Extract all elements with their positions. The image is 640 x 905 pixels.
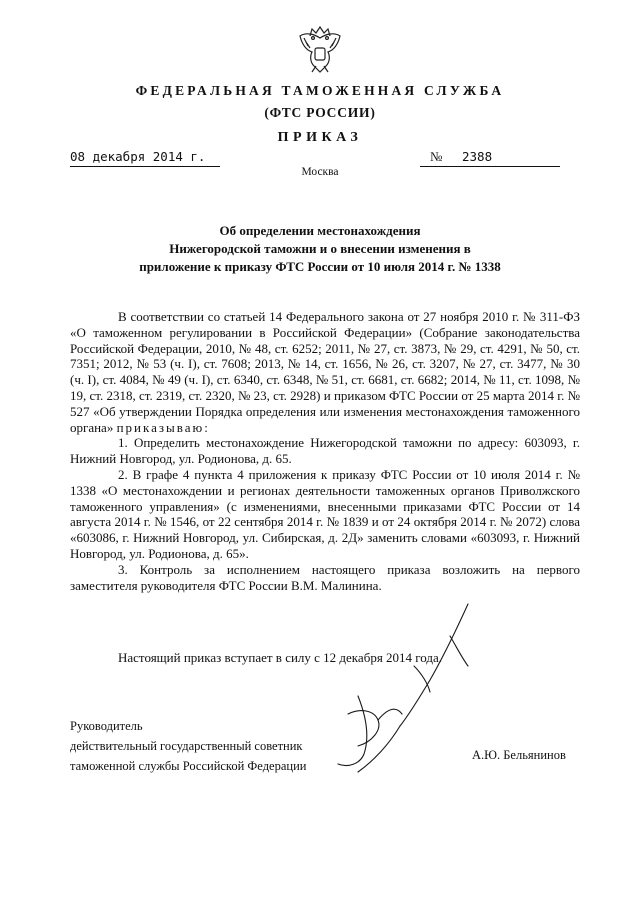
signatory-name: А.Ю. Бельянинов — [472, 748, 566, 762]
signatory-title-line: действительный государственный советник — [70, 739, 303, 753]
handwritten-signature — [318, 596, 488, 776]
agency-name: ФЕДЕРАЛЬНАЯ ТАМОЖЕННАЯ СЛУЖБА — [135, 83, 505, 98]
signatory-title-line: таможенной службы Российской Федерации — [70, 759, 307, 773]
intro-text: В соответствии со статьей 14 Федерального закона от 27 ноября 2010 г. № 311-ФЗ «О таможенном регулировании в Российской Федерации» (Собрание законодательства Российской Федерации, 2010, № 48, ст. 6252; 2011, № 27, ст. 3873, № 29, ст. 4291, № 50, ст. 7351; 2012, № 53 (ч. I), ст. 7608; 2013, № 14, ст. 1656, № 26, ст. 3207, № 27, ст. 3477, № 30 (ч. I), ст. 4084, № 49 (ч. I), ст. 6340, ст. 6348, № 51, ст. 6681, ст. 6682; 2014, № 11, ст. 1098, № 19, ст. 2318, ст. 2319, ст. 2320, № 23, ст. 2928) и приказом ФТС России от 25 марта 2014 г. № 527 «Об утверждении Порядка определения или изменения местонахождения таможенного органа» — [70, 309, 580, 435]
signatory-title-line: Руководитель — [70, 719, 143, 733]
intro-paragraph — [70, 309, 580, 435]
document-body — [70, 309, 580, 593]
signatory-title — [70, 716, 306, 776]
agency-abbreviation: (ФТС РОССИИ) — [264, 105, 376, 120]
item-2: 2. В графе 4 пункта 4 приложения к приказу ФТС России от 10 июля 2014 г. № 1338 «О местонахождении и регионах деятельности таможенных органов Приволжского таможенного управления» (с изменениями, внесенными приказами ФТС России от 14 августа 2014 г. № 1546, от 22 сентября 2014 г. № 1839 и от 24 октября 2014 г. № 2072) слова «603086, г. Нижний Новгород, ул. Сибирская, д. 2Д» заменить словами «603093, г. Нижний Новгород, ул. Родионова, д. 65». — [70, 466, 580, 561]
item-1: 1. Определить местонахождение Нижегородской таможни по адресу: 603093, г. Нижний Новгород, ул. Родионова, д. 65. — [70, 435, 580, 467]
item-3: 3. Контроль за исполнением настоящего приказа возложить на первого заместителя руководителя ФТС России В.М. Малинина. — [70, 561, 580, 593]
subject-line: Об определении местонахождения — [219, 223, 421, 238]
subject-line: Нижегородской таможни и о внесении изменения в — [169, 241, 471, 256]
order-date: 08 декабря 2014 г. — [70, 148, 220, 167]
document-type: ПРИКАЗ — [277, 130, 363, 145]
order-verb: приказываю: — [116, 419, 210, 435]
russian-coat-of-arms-icon — [296, 24, 344, 76]
order-number: 2388 — [462, 149, 493, 164]
city: Москва — [301, 166, 339, 178]
effective-date-statement: Настоящий приказ вступает в силу с 12 декабря 2014 года. — [118, 650, 443, 665]
number-sign: № — [430, 149, 443, 164]
order-number-field — [420, 148, 560, 167]
subject-line: приложение к приказу ФТС России от 10 июля 2014 г. № 1338 — [139, 259, 501, 274]
document-subject — [0, 222, 640, 276]
